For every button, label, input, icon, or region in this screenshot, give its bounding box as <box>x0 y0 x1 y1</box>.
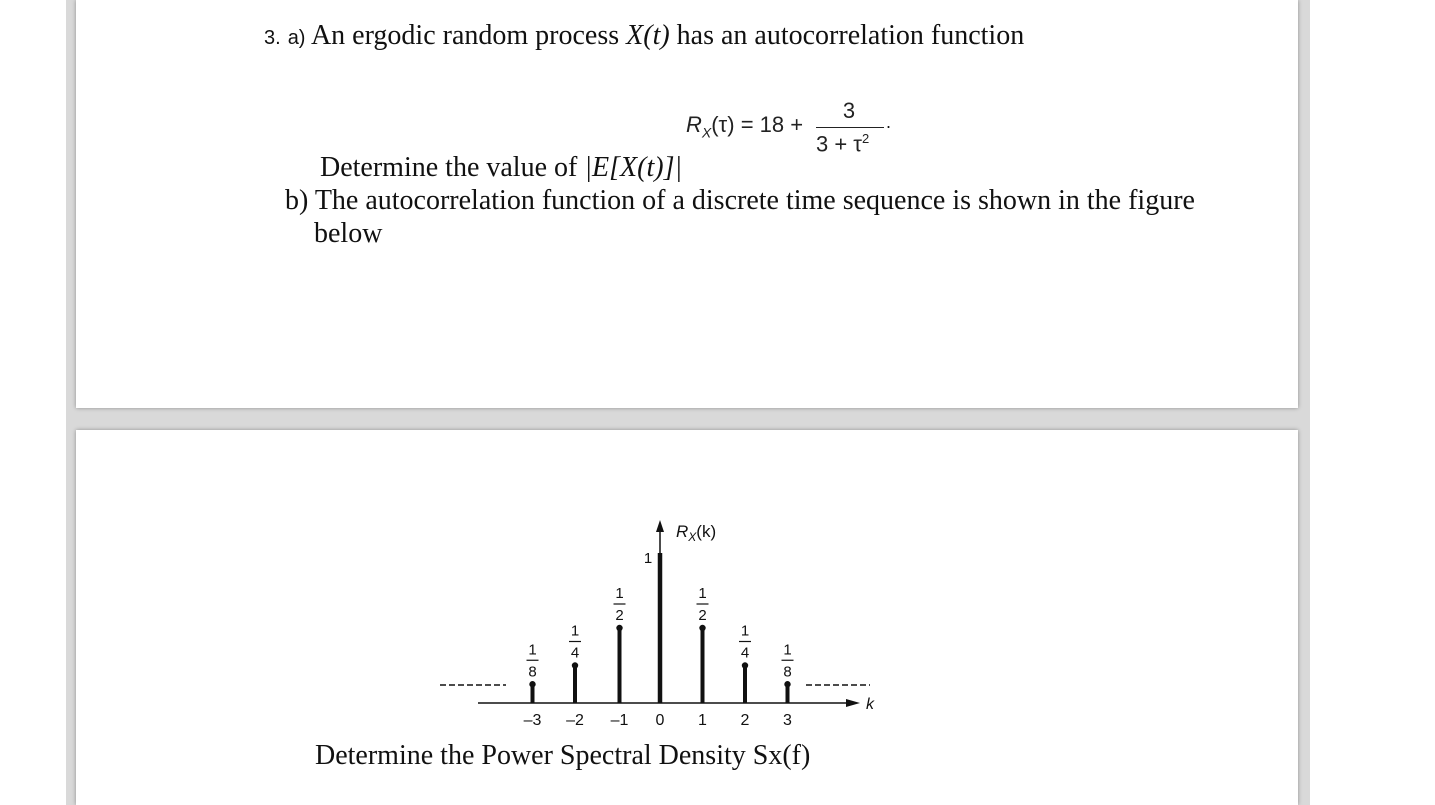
x-tick-label: 1 <box>698 712 707 729</box>
y-axis-label: $R_X(k)$ <box>676 522 717 544</box>
formula-period: . <box>886 112 892 132</box>
part-a-text-after: has an autocorrelation function <box>669 20 1025 51</box>
stem-dot <box>699 625 705 631</box>
question-a-line <box>264 20 1024 52</box>
value-label-numerator: 1 <box>570 622 580 640</box>
part-b-line-2: below <box>314 218 383 249</box>
value-label-denominator: 8 <box>783 663 792 681</box>
part-b-line-1: b) The autocorrelation function of a discrete time sequence is shown in the figure <box>285 185 1195 216</box>
x-tick-label: 2 <box>740 712 750 729</box>
x-tick-label: 3 <box>783 712 792 729</box>
formula-subscript: X <box>701 124 712 141</box>
value-label-numerator: 1 <box>615 585 624 602</box>
part-a-label: a) <box>287 27 306 49</box>
value-label-numerator: 1 <box>528 641 537 659</box>
x-tick-label: –3 <box>523 712 542 729</box>
part-a-text-before: An ergodic random process <box>310 20 627 51</box>
x-tick-label: –2 <box>566 712 584 729</box>
stem-dot <box>742 662 748 668</box>
formula-rhs: (τ) = 18 + <box>711 112 804 137</box>
value-label-denominator: 8 <box>528 663 537 681</box>
value-label-numerator: 1 <box>740 622 750 640</box>
formula-R: R <box>686 112 702 137</box>
formula-exponent: 2 <box>862 131 870 146</box>
part-a-variable: X(t) <box>626 20 670 51</box>
formula-numerator: 3 <box>842 98 856 123</box>
x-axis-arrow <box>846 699 860 707</box>
stem-dot <box>529 681 535 687</box>
value-label-numerator: 1 <box>783 641 792 659</box>
value-label-denominator: 2 <box>698 607 707 624</box>
value-label-numerator: 1 <box>698 585 707 602</box>
x-tick-label: –1 <box>610 712 629 729</box>
autocorrelation-stem-chart <box>76 430 1298 740</box>
value-label-denominator: 4 <box>570 644 580 662</box>
stem-dot <box>572 662 578 668</box>
stem-dot <box>616 625 622 631</box>
value-label-denominator: 2 <box>615 607 624 624</box>
y-axis-arrow <box>656 520 664 532</box>
question-number: 3. <box>264 27 281 49</box>
determine-b-line: Determine the Power Spectral Density Sx(f) <box>315 740 811 771</box>
document-page-2 <box>76 430 1298 805</box>
x-axis-label: k <box>866 696 874 713</box>
x-tick-label: 0 <box>655 712 665 729</box>
determine-a-line <box>320 152 682 184</box>
determine-a-expression: |E[X(t)]| <box>584 152 683 183</box>
stem-dot <box>784 681 790 687</box>
document-page-1 <box>76 0 1298 408</box>
fraction-bar <box>816 127 884 128</box>
value-label-denominator: 4 <box>740 644 750 662</box>
determine-a-prefix: Determine the value of <box>320 152 585 183</box>
value-label: 1 <box>643 550 653 567</box>
formula-denominator: 3 + τ <box>816 131 862 157</box>
